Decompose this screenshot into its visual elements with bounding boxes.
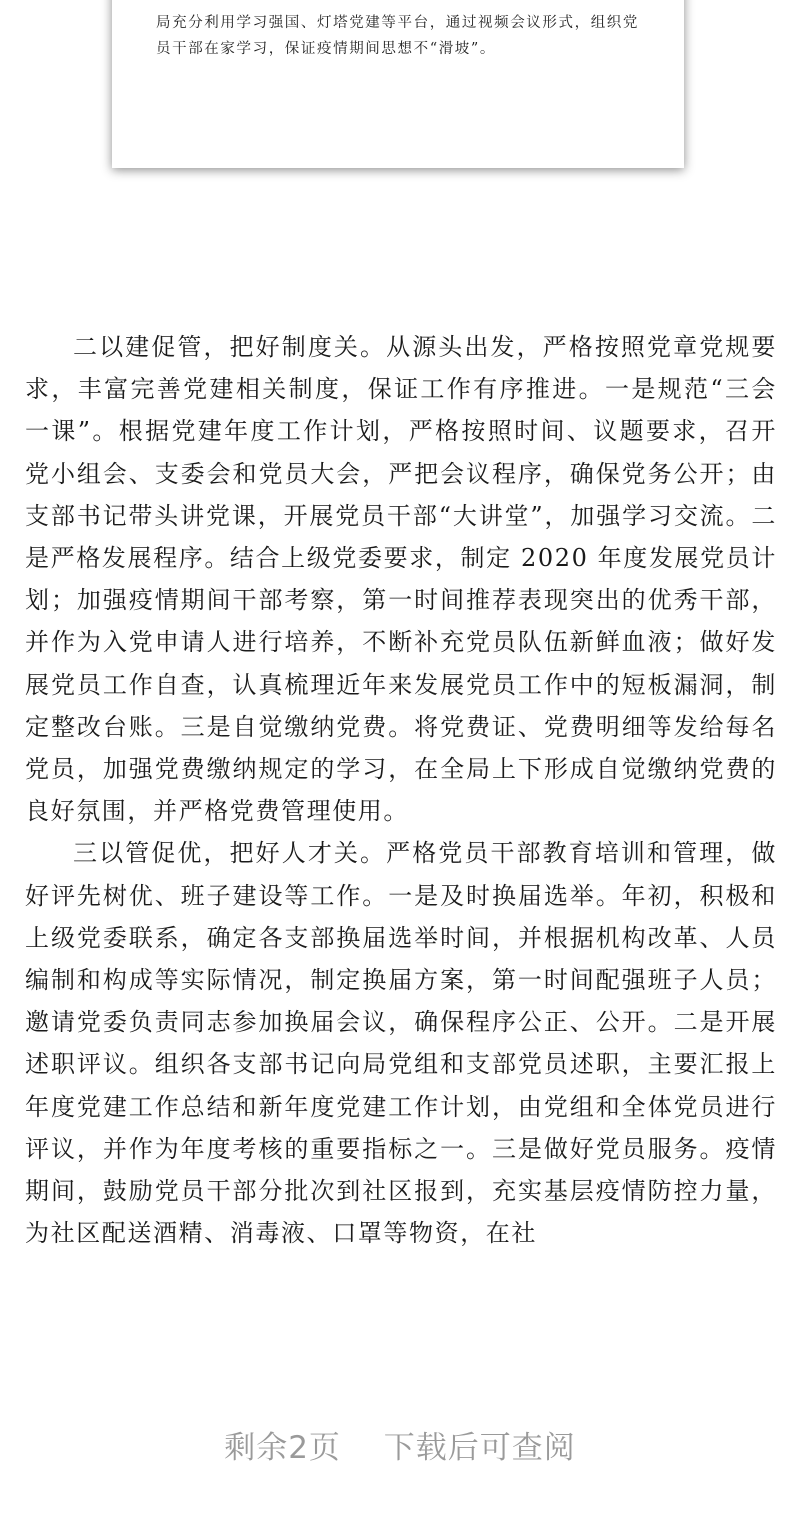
card-text: 局充分利用学习强国、灯塔党建等平台，通过视频会议形式，组织党员干部在家学习，保证疫情期间思想不“滑坡”。 [156, 15, 639, 57]
paragraph-3: 三以管促优，把好人才关。严格党员干部教育培训和管理，做好评先树优、班子建设等工作。一是及时换届选举。年初，积极和上级党委联系，确定各支部换届选举时间，并根据机构改革、人员编制和构成等实际情况，制定换届方案，第一时间配强班子人员；邀请党委负责同志参加换届会议，确保程序公正、公开。二是开展述职评议。组织各支部书记向局党组和支部党员述职，主要汇报上年度党建工作总结和新年度党建工作计划，由党组和全体党员进行评议，并作为年度考核的重要指标之一。三是做好党员服务。疫情期间，鼓励党员干部分批次到社区报到，充实基层疫情防控力量，为社区配送酒精、消毒液、口罩等物资，在社 [25, 839, 777, 1248]
document-body [25, 326, 777, 1254]
download-prompt[interactable] [0, 1422, 800, 1467]
paragraph-2: 二以建促管，把好制度关。从源头出发，严格按照党章党规要求，丰富完善党建相关制度，保证工作有序推进。一是规范“三会一课”。根据党建年度工作计划，严格按照时间、议题要求，召开党小组会、支委会和党员大会，严把会议程序，确保党务公开；由支部书记带头讲党课，开展党员干部“大讲堂”，加强学习交流。二是严格发展程序。结合上级党委要求，制定 2020 年度发展党员计划；加强疫情期间干部考察，第一时间推荐表现突出的优秀干部，并作为入党申请人进行培养，不断补充党员队伍新鲜血液；做好发展党员工作自查，认真梳理近年来发展党员工作中的短板漏洞，制定整改台账。三是自觉缴纳党费。将党费证、党费明细等发给每名党员，加强党费缴纳规定的学习，在全局上下形成自觉缴纳党费的良好氛围，并严格党费管理使用。 [25, 333, 777, 826]
download-to-view-label[interactable]: 下载后可查阅 [383, 1430, 576, 1466]
quote-card [112, 0, 684, 168]
remaining-pages-label[interactable]: 剩余2页 [224, 1430, 341, 1466]
